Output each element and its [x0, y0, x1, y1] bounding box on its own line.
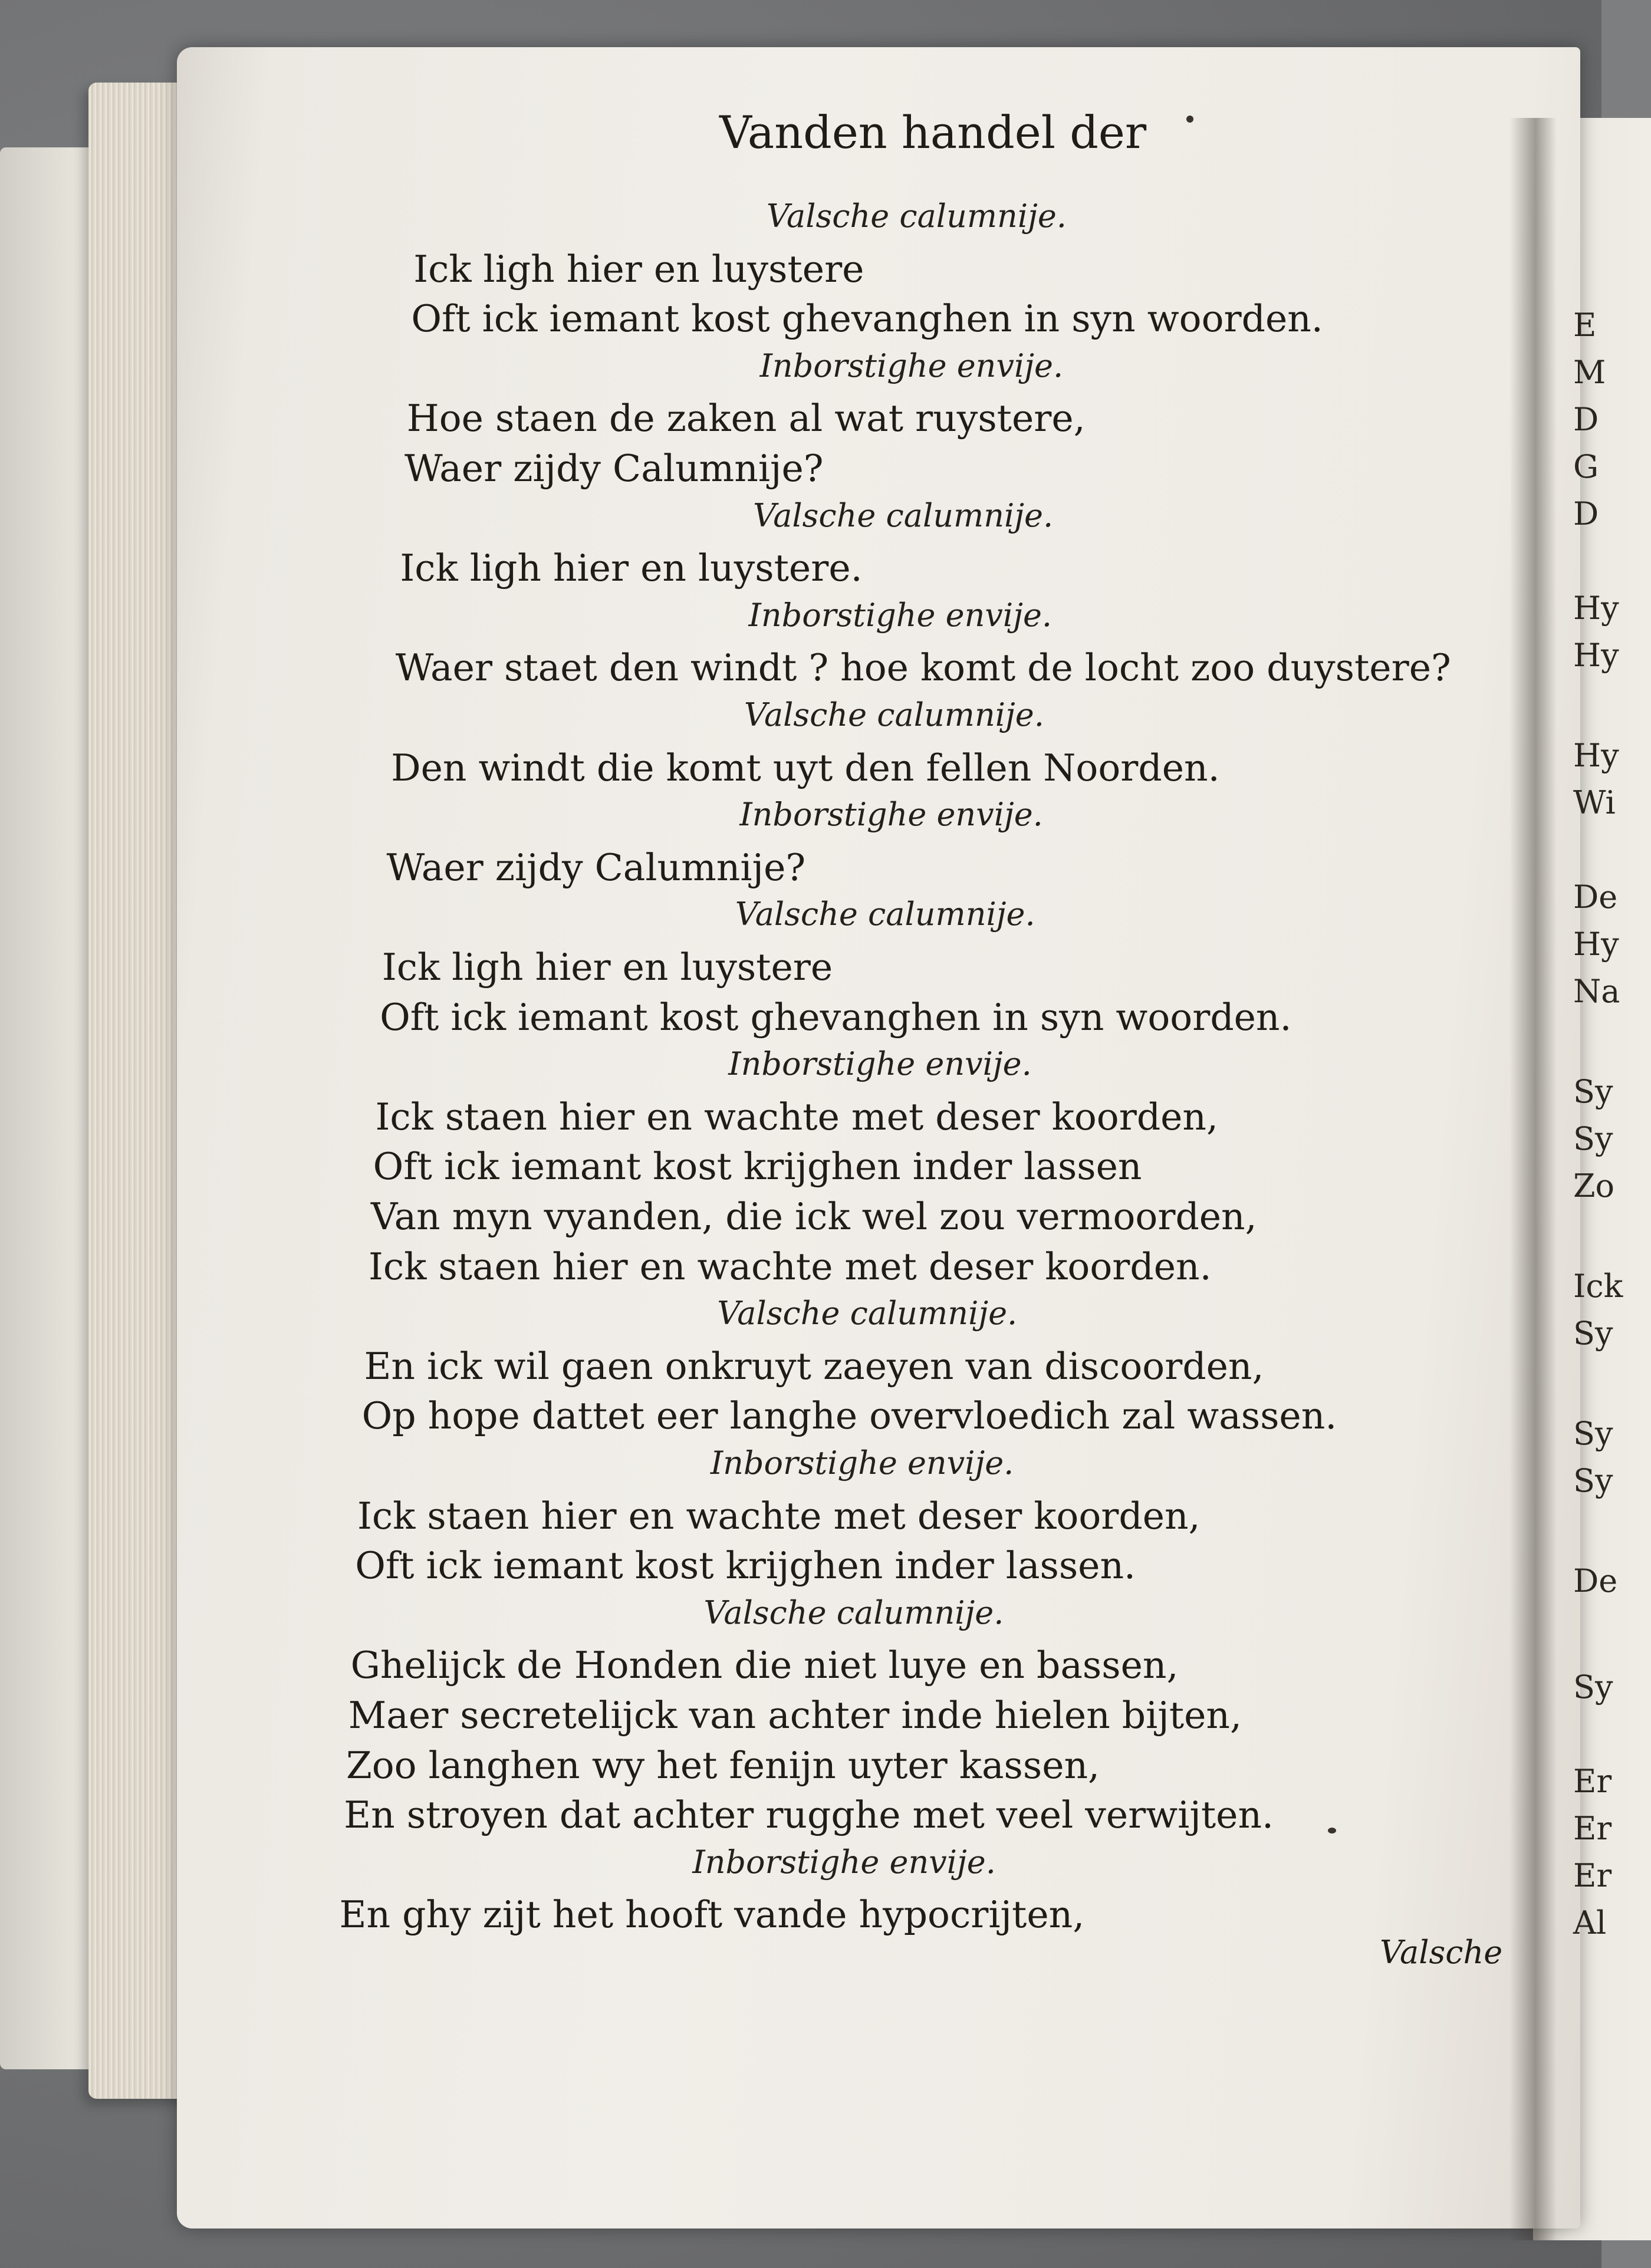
verse-line: Ick ligh hier en luystere. [400, 547, 863, 590]
verse-line: Ick staen hier en wachte met deser koorden, [357, 1494, 1201, 1538]
speaker-label: Inborstighe envije. [759, 347, 1064, 384]
facing-page-fragment: Er [1573, 1763, 1612, 1800]
facing-page-fragment: Sy [1573, 1073, 1613, 1110]
facing-page-fragment: Sy [1573, 1462, 1613, 1499]
facing-page-fragment: M [1573, 354, 1606, 391]
facing-page-fragment: Ick [1573, 1268, 1623, 1305]
speaker-label: Inborstighe envije. [748, 596, 1053, 634]
speaker-label: Inborstighe envije. [739, 796, 1043, 834]
verse-line: Waer staet den windt ? hoe komt de locht zoo duystere? [395, 646, 1451, 690]
speaker-label: Valsche calumnije. [767, 197, 1067, 235]
verse-line: Van myn vyanden, die ick wel zou vermoorden, [370, 1195, 1257, 1238]
facing-page-fragment: Na [1573, 973, 1620, 1010]
facing-page-fragment: Er [1573, 1810, 1612, 1847]
catchword: Valsche [1380, 1934, 1503, 1971]
facing-page-fragment: Zo [1573, 1167, 1615, 1204]
speaker-label: Valsche calumnije. [703, 1594, 1004, 1631]
facing-page-fragment: Al [1573, 1904, 1607, 1941]
running-header: Vanden handel der [719, 106, 1147, 159]
verse-line: Maer secretelijck van achter inde hielen bijten, [348, 1694, 1242, 1737]
facing-page-fragment: Er [1573, 1857, 1612, 1894]
speaker-label: Valsche calumnije. [735, 896, 1035, 933]
facing-page-fragment: Sy [1573, 1315, 1613, 1352]
facing-page-fragment: G [1573, 448, 1599, 485]
speaker-label: Inborstighe envije. [710, 1444, 1014, 1482]
verse-line: Oft ick iemant kost krijghen inder lassen [373, 1145, 1142, 1189]
facing-page-fragment: Hy [1573, 637, 1619, 674]
verse-line: En ick wil gaen onkruyt zaeyen van discoorden, [364, 1344, 1264, 1388]
speaker-label: Valsche calumnije. [744, 696, 1044, 733]
verse-line: Ick ligh hier en luystere [413, 247, 864, 291]
verse-line: Ick ligh hier en luystere [381, 946, 833, 989]
facing-page-fragment: Sy [1573, 1415, 1613, 1452]
verse-line: Hoe staen de zaken al wat ruystere, [406, 397, 1086, 440]
facing-page-fragment: D [1573, 401, 1599, 438]
verse-line: Waer zijdy Calumnije? [404, 447, 824, 490]
verse-line: Op hope dattet eer langhe overvloedich zal wassen. [361, 1394, 1337, 1438]
verse-line: Den windt die komt uyt den fellen Noorden. [391, 746, 1220, 789]
verse-line: Oft ick iemant kost ghevanghen in syn woorden. [380, 995, 1292, 1039]
ink-speck [1328, 1828, 1336, 1834]
facing-page-fragment: Hy [1573, 737, 1619, 774]
verse-line: Zoo langhen wy het fenijn uyter kassen, [346, 1743, 1100, 1787]
speaker-label: Valsche calumnije. [717, 1295, 1018, 1332]
facing-page-fragment: D [1573, 495, 1599, 532]
verse-line: Oft ick iemant kost krijghen inder lassen. [355, 1544, 1136, 1588]
facing-page-fragment: Hy [1573, 926, 1619, 963]
verse-line: Ick staen hier en wachte met deser koorden. [369, 1245, 1212, 1288]
facing-page-fragment: Wi [1573, 784, 1616, 821]
ink-speck [1186, 116, 1193, 123]
speaker-label: Valsche calumnije. [753, 496, 1054, 534]
facing-page-fragment: Sy [1573, 1120, 1613, 1157]
facing-page-fragment: De [1573, 1562, 1618, 1599]
verse-line: Waer zijdy Calumnije? [386, 845, 806, 889]
facing-page-fragment: De [1573, 878, 1618, 916]
verse-line: En ghy zijt het hooft vande hypocrijten, [339, 1893, 1085, 1937]
speaker-label: Inborstighe envije. [728, 1045, 1032, 1083]
verse-line: Ghelijck de Honden die niet luye en bassen, [350, 1644, 1179, 1687]
page-gutter-shadow [1509, 118, 1557, 2240]
verse-line: Ick staen hier en wachte met deser koorden, [375, 1095, 1219, 1138]
verse-line: Oft ick iemant kost ghevanghen in syn woorden. [411, 297, 1323, 341]
speaker-label: Inborstighe envije. [692, 1843, 996, 1881]
facing-page-fragment: E [1573, 307, 1597, 344]
facing-page-fragment: Hy [1573, 590, 1619, 627]
verse-line: En stroyen dat achter rugghe met veel verwijten. [344, 1793, 1274, 1837]
facing-page-fragment: Sy [1573, 1668, 1613, 1706]
